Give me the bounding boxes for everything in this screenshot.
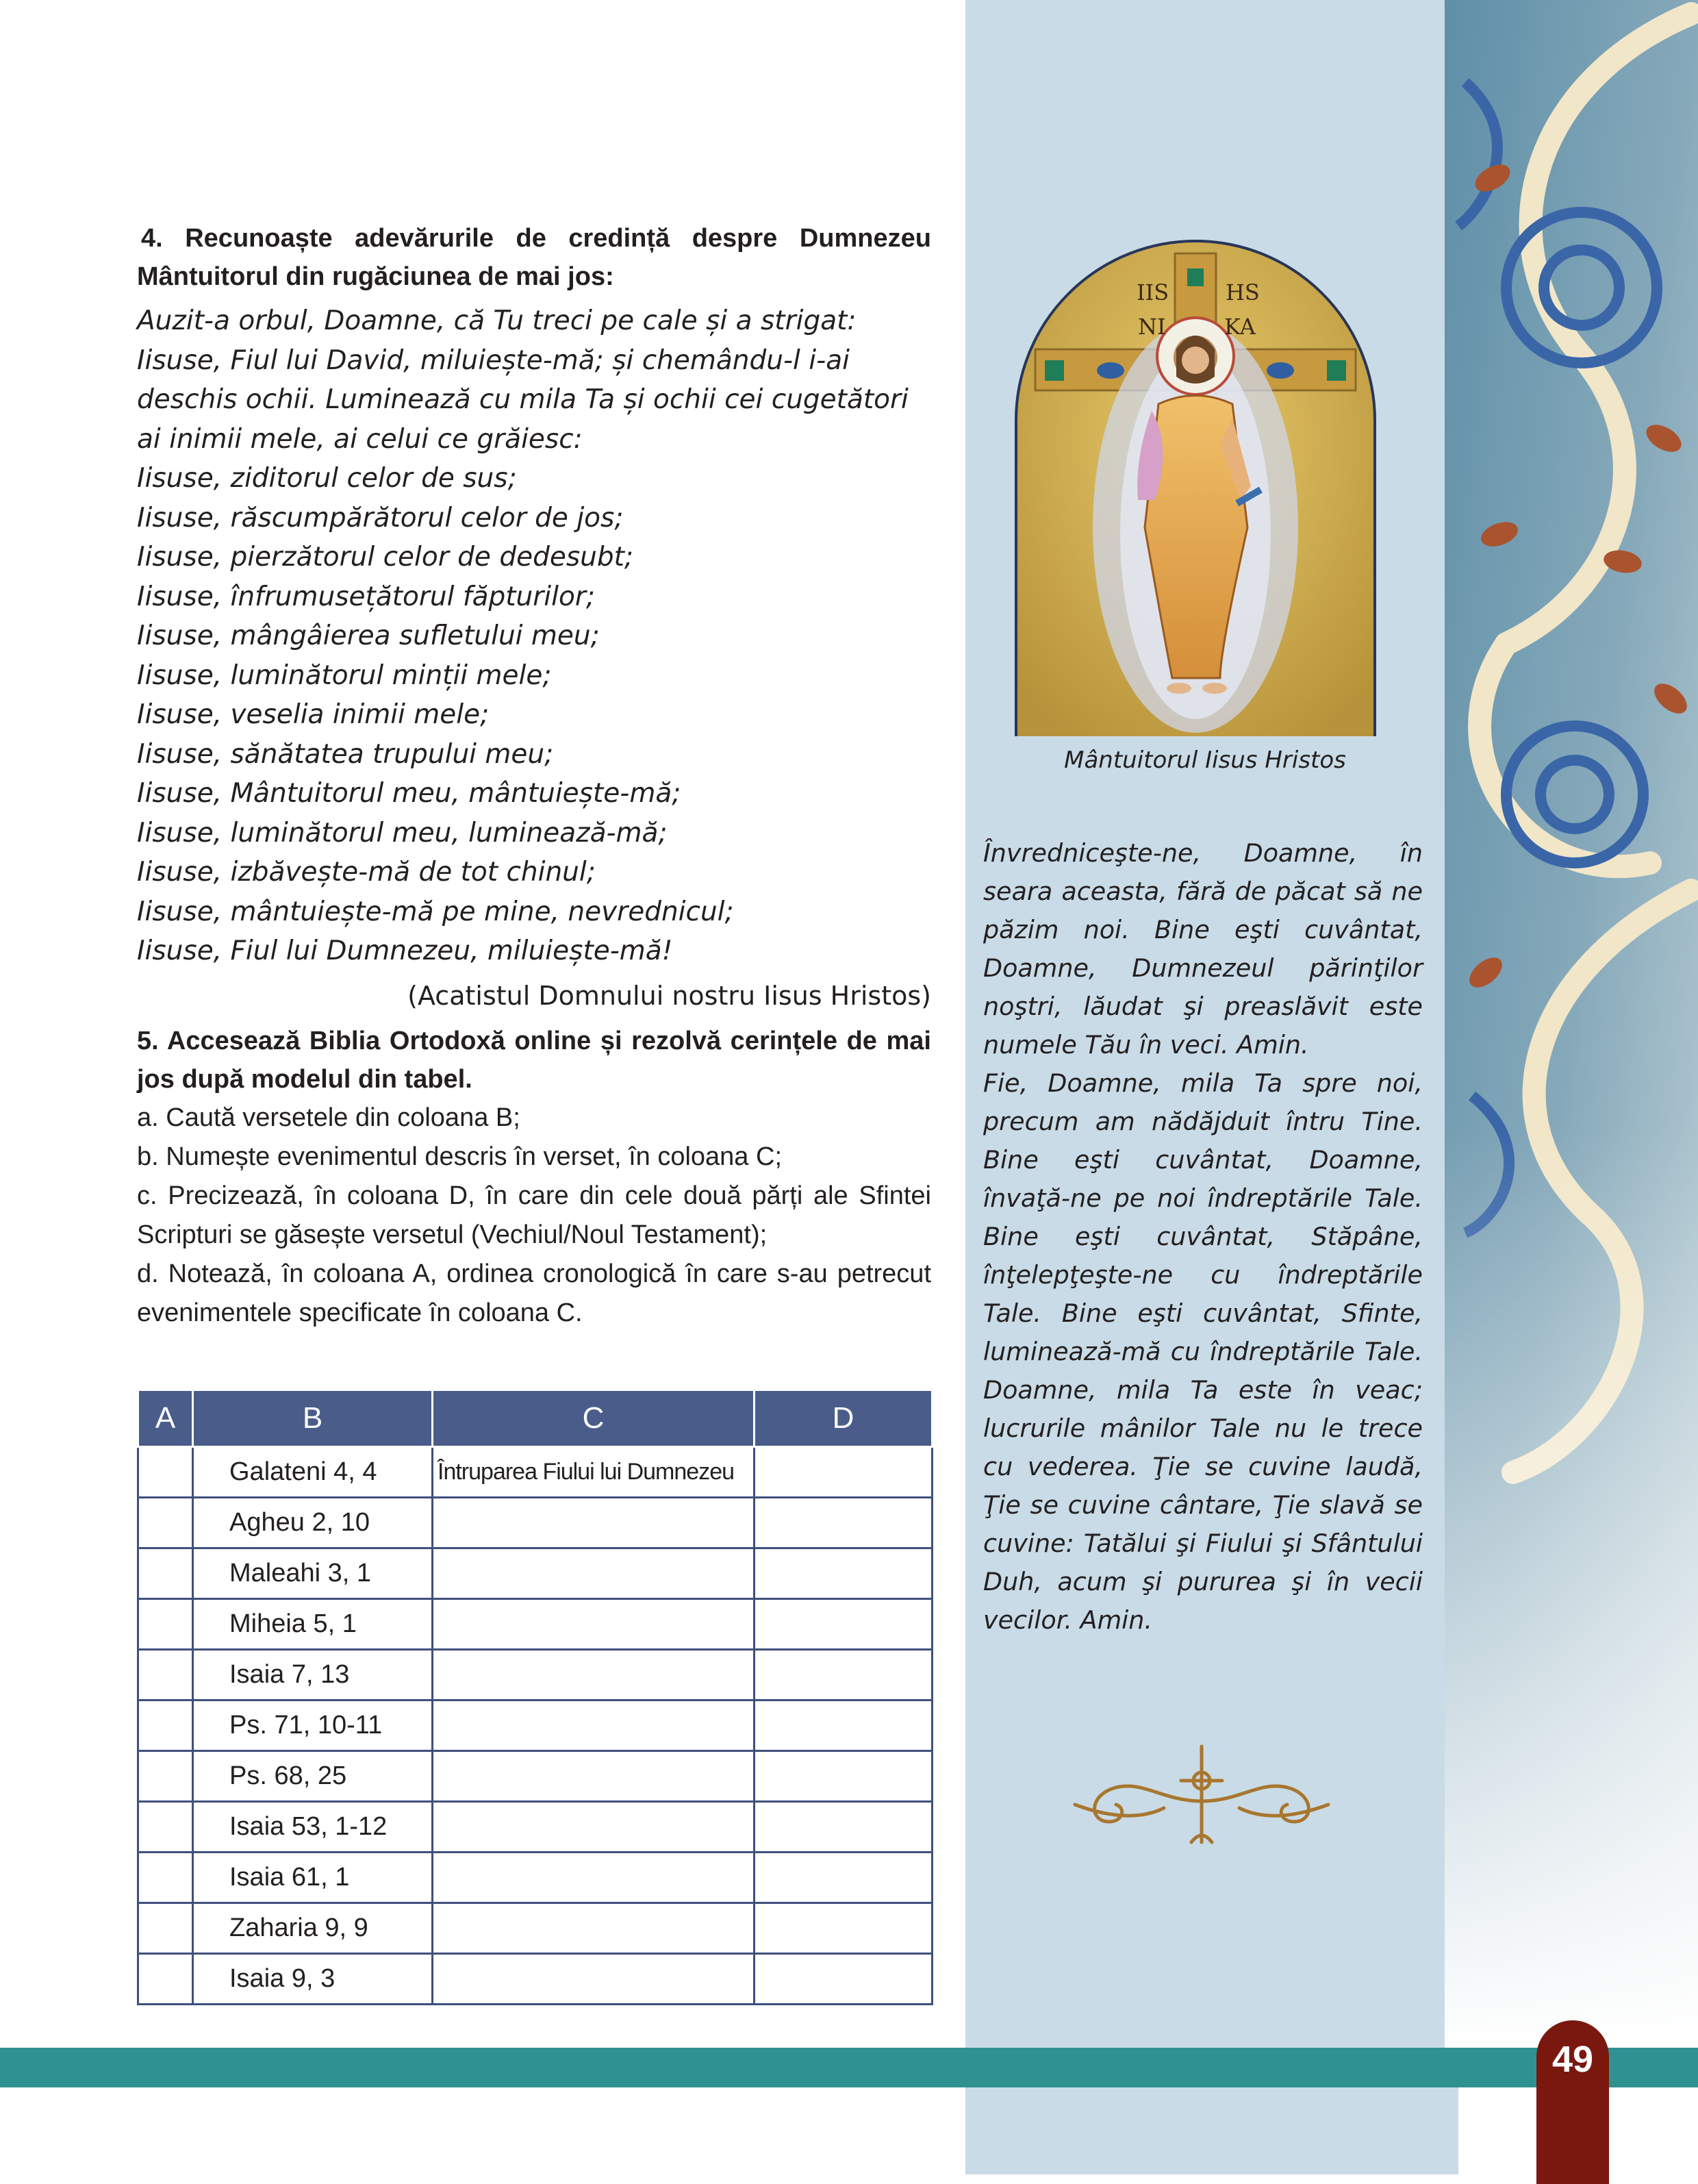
main-content [137,219,931,1333]
cross-ornament-icon [1061,1740,1342,1849]
table-cell-a[interactable] [138,1650,193,1700]
table-cell-b: Galateni 4, 4 [193,1447,433,1498]
prayer-line: Iisuse, luminătorul minții mele; [137,660,552,691]
footer-bar [0,2048,1698,2087]
table-cell-d[interactable] [755,1802,933,1853]
task-5-item: c. Precizează, în coloana D, în care din cele două părți ale Sfintei Scripturi se găsește versetul (Vechiul/Noul Testament); [137,1181,931,1249]
table-cell-d[interactable] [755,1903,933,1954]
prayer-line: Iisuse, mântuiește-mă pe mine, nevrednicul; [137,896,734,927]
table-cell-b: Ps. 68, 25 [193,1751,433,1802]
prayer-source: (Acatistul Domnului nostru Iisus Hristos) [407,980,931,1011]
column-header-d: D [755,1390,933,1447]
table-cell-d[interactable] [755,1700,933,1751]
table-row [138,1903,933,1954]
table-cell-c[interactable]: Întruparea Fiului lui Dumnezeu [433,1447,755,1498]
table-row [138,1802,933,1853]
prayer-line: Iisuse, sănătatea trupului meu; [137,738,554,770]
page-number: 49 [1536,2020,1609,2184]
icon-inscription: NI [1138,314,1166,340]
table-row [138,1700,933,1751]
column-header-b: B [193,1390,433,1447]
prayer-paragraph: Învredniceşte-ne, Doamne, în seara aceasta, fără de păcat să ne păzim noi. Bine eşti cuvântat, Doamne, Dumnezeul părinţilor noştri, lăudat şi preaslăvit este numele Tău în veci. Amin. [983,838,1423,1059]
prayer-line: Iisuse, Mântuitorul meu, mântuiește-mă; [137,778,681,809]
table-cell-c[interactable] [433,1599,755,1650]
table-cell-a[interactable] [138,1700,193,1751]
table-cell-b: Isaia 9, 3 [193,1954,433,2005]
table-cell-b: Maleahi 3, 1 [193,1548,433,1599]
table-cell-c[interactable] [433,1498,755,1548]
prayer-line: Iisuse, luminătorul meu, luminează-mă; [137,817,668,849]
prayer-line: Iisuse, ziditorul celor de sus; [137,463,517,494]
table-cell-a[interactable] [138,1802,193,1853]
table-cell-b: Isaia 53, 1-12 [193,1802,433,1853]
table-cell-c[interactable] [433,1853,755,1903]
task-4-number: 4. [141,224,163,253]
table-cell-a[interactable] [138,1447,193,1498]
table-row [138,1954,933,2005]
task-4-heading [137,219,931,296]
table-cell-b: Zaharia 9, 9 [193,1903,433,1954]
decorative-border-ornament [1445,0,1698,2048]
table-cell-b: Isaia 7, 13 [193,1650,433,1700]
table-cell-c[interactable] [433,1751,755,1802]
table-cell-d[interactable] [755,1447,933,1498]
table-body [138,1447,933,2005]
prayer-line: Iisuse, înfrumusețătorul făpturilor; [137,581,595,612]
table-cell-a[interactable] [138,1599,193,1650]
prayer-paragraph: Fie, Doamne, mila Ta spre noi, precum am nădăjduit întru Tine. Bine eşti cuvântat, Doamne, învaţă-ne pe noi îndreptările Tale. Bine eşti cuvântat, Stăpâne, înţelepţeşte-ne cu îndreptările Tale. Bine eşti cuvântat, Sfinte, luminează-mă cu îndreptările Tale. Doamne, mila Ta este în veac; lucrurile mânilor Tale nu le trece cu vederea. Ţie se cuvine laudă, Ţie se cuvine cântare, Ţie slavă se cuvine: Tatălui şi Fiului şi Sfântului Duh, acum şi pururea şi în vecii vecilor. Amin. [983,1068,1423,1635]
table-cell-d[interactable] [755,1954,933,2005]
table-row [138,1498,933,1548]
table-cell-d[interactable] [755,1751,933,1802]
task-4-heading-text: Recunoaște adevărurile de credință despre Dumnezeu Mântuitorul din rugăciunea de mai jos: [137,224,931,291]
table-cell-a[interactable] [138,1954,193,2005]
table-cell-c[interactable] [433,1954,755,2005]
table-cell-b: Ps. 71, 10-11 [193,1700,433,1751]
column-header-a: A [138,1390,193,1447]
table-cell-a[interactable] [138,1903,193,1954]
table-cell-d[interactable] [755,1853,933,1903]
prayer-line: Iisuse, veselia inimii mele; [137,699,490,730]
table-header-row [138,1390,933,1447]
table-cell-c[interactable] [433,1650,755,1700]
icon-inscription: IIS [1137,279,1169,305]
table-cell-a[interactable] [138,1498,193,1548]
table-row [138,1599,933,1650]
table-row [138,1447,933,1498]
prayer-line: Iisuse, răscumpărătorul celor de jos; [137,502,624,534]
table-cell-d[interactable] [755,1548,933,1599]
prayer-intro: Auzit-a orbul, Doamne, că Tu treci pe cale și a strigat: Iisuse, Fiul lui David, miluiește-mă; și chemându-l i-ai deschis ochii. Luminează cu mila Ta și ochii cei cugetători ai inimii mele, ai celui ce grăiesc: [137,305,909,455]
table-cell-c[interactable] [433,1548,755,1599]
column-header-c: C [433,1390,755,1447]
table-cell-d[interactable] [755,1650,933,1700]
icon-inscription: KA [1224,314,1256,340]
table-cell-a[interactable] [138,1548,193,1599]
icon-image-christ [1015,240,1376,736]
verses-table [137,1389,933,2005]
table-cell-a[interactable] [138,1853,193,1903]
table-row [138,1548,933,1599]
table-cell-c[interactable] [433,1700,755,1751]
table-cell-d[interactable] [755,1599,933,1650]
task-5-item: a. Caută versetele din coloana B; [137,1103,520,1132]
table-cell-b: Miheia 5, 1 [193,1599,433,1650]
icon-inscription: HS [1226,279,1260,305]
prayer-line: Iisuse, Fiul lui Dumnezeu, miluiește-mă! [137,936,673,966]
task-5-heading: 5. Accesează Biblia Ortodoxă online și rezolvă cerințele de mai jos după modelul din tabel. [137,1026,931,1094]
table-cell-a[interactable] [138,1751,193,1802]
evening-prayer [983,834,1423,1640]
table-row [138,1853,933,1903]
prayer-line: Iisuse, izbăvește-mă de tot chinul; [137,857,596,888]
table-row [138,1751,933,1802]
table-row [138,1650,933,1700]
table-cell-c[interactable] [433,1903,755,1954]
prayer-line: Iisuse, mângâierea sufletului meu; [137,620,600,651]
task-5 [137,1022,931,1333]
table-cell-b: Isaia 61, 1 [193,1853,433,1903]
task-5-item: b. Numește evenimentul descris în verset, în coloana C; [137,1142,783,1171]
table-cell-d[interactable] [755,1498,933,1548]
akathist-prayer [137,301,931,971]
prayer-line: Iisuse, pierzătorul celor de dedesubt; [137,542,634,573]
table-cell-b: Agheu 2, 10 [193,1498,433,1548]
icon-caption: Mântuitorul Iisus Hristos [1064,746,1346,774]
table-cell-c[interactable] [433,1802,755,1853]
task-5-item: d. Notează, în coloana A, ordinea cronologică în care s-au petrecut evenimentele specificate în coloana C. [137,1259,931,1327]
